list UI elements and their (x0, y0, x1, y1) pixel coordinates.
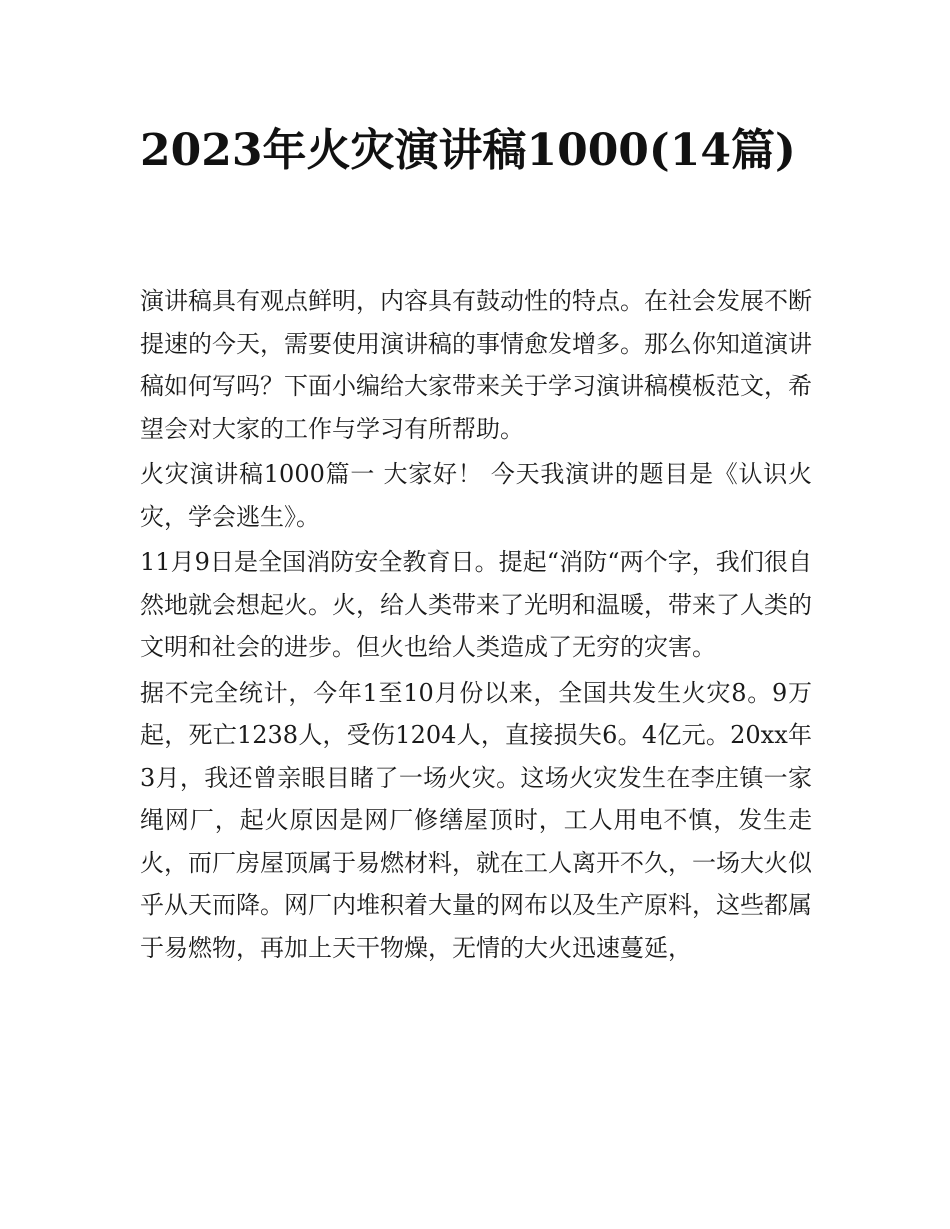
fire-statistics-paragraph: 据不完全统计，今年1至10月份以来，全国共发生火灾8。9万起，死亡1238人，受伤1204人，直接损失6。4亿元。20xx年3月，我还曾亲眼目睹了一场火灾。这场火灾发生在李庄镇一家绳网厂，起火原因是网厂修缮屋顶时，工人用电不慎，发生走火，而厂房屋顶属于易燃材料，就在工人离开不久，一场大火似乎从天而降。网厂内堆积着大量的网布以及生产原料，这些都属于易燃物，再加上天干物燥，无情的大火迅速蔓延， (140, 678, 812, 962)
fire-safety-day-paragraph: 11月9日是全国消防安全教育日。提起“消防“两个字，我们很自然地就会想起火。火，给人类带来了光明和温暖，带来了人类的文明和社会的进步。但火也给人类造成了无穷的灾害。 (140, 548, 812, 661)
document-body (140, 280, 812, 972)
intro-paragraph: 演讲稿具有观点鲜明，内容具有鼓动性的特点。在社会发展不断提速的今天，需要使用演讲稿的事情愈发增多。那么你知道演讲稿如何写吗？下面小编给大家带来关于学习演讲稿模板范文，希望会对大家的工作与学习有所帮助。 (140, 287, 812, 443)
document-title: 2023年火灾演讲稿1000(14篇) (140, 125, 796, 176)
speech-opening-paragraph: 火灾演讲稿1000篇一 大家好！ 今天我演讲的题目是《认识火灾，学会逃生》。 (140, 460, 812, 531)
